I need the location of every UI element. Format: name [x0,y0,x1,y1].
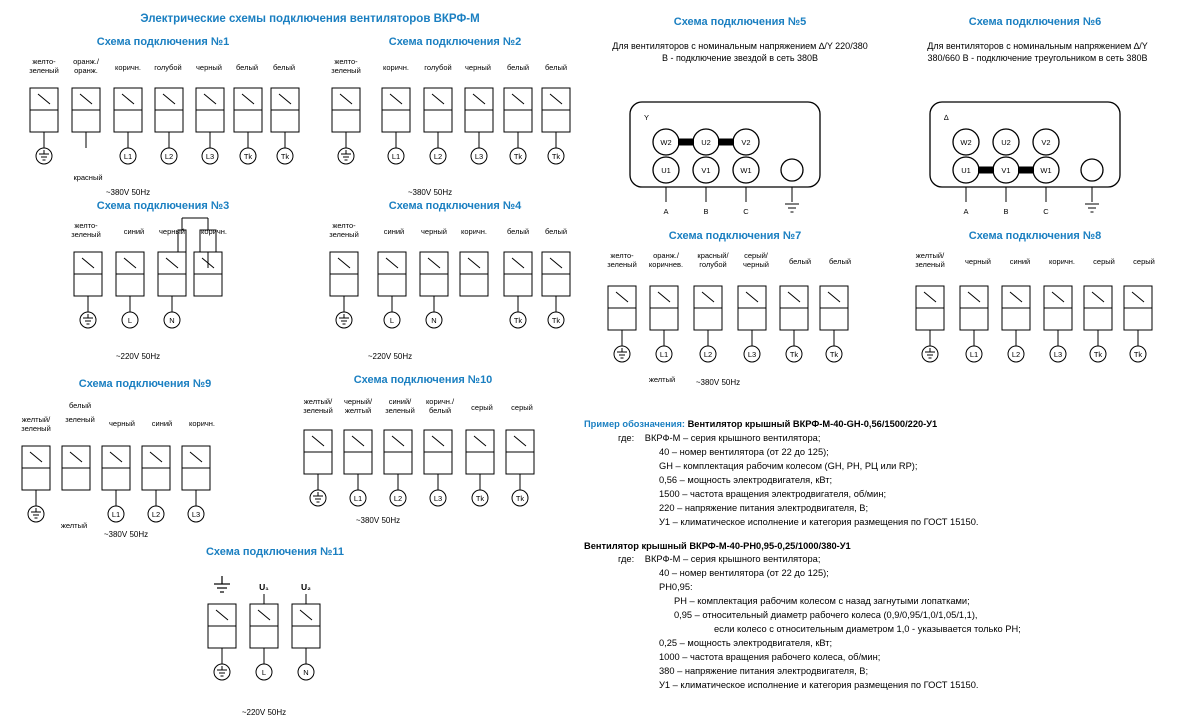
scheme-5-terminal-box [620,94,860,219]
wire-label: синий/ зеленый [385,397,415,415]
scheme-1 [18,36,308,196]
example-line: 0,56 – мощность электродвигателя, кВт; [659,474,833,485]
svg-text:Tk: Tk [475,494,485,503]
example-line: 0,25 – мощность электродвигателя, кВт; [659,638,833,649]
svg-text:Tk: Tk [513,152,523,161]
wire-label: черный [421,227,447,236]
scheme-11-voltage: ~220V 50Hz [241,708,287,717]
example-line: У1 – климатическое исполнение и категория размещения по ГОСТ 15150. [659,679,979,690]
scheme-6-terminal-box [920,94,1160,219]
scheme-9-title: Схема подключения №9 [78,378,212,390]
svg-text:L1: L1 [659,350,669,359]
scheme-4-terminal-block [320,252,590,362]
wire-label: коричн. [188,419,216,428]
scheme-5-title: Схема подключения №5 [673,16,807,28]
svg-text:U1: U1 [661,166,671,175]
scheme-6-note: Для вентиляторов с номинальным напряжением ∆/Y 380/660 В - подключение треугольником в сеть 380В [927,41,1148,64]
svg-text:U₁: U₁ [259,582,269,592]
svg-text:L1: L1 [353,494,363,503]
example-line: PH0,95: [659,582,693,593]
svg-text:W2: W2 [660,138,672,147]
example-line: 380 – напряжение питания электродвигателя, В; [659,665,869,676]
wire-label: коричн. [382,63,410,72]
scheme-9-terminal-block [0,446,290,556]
scheme-11 [150,546,400,717]
wire-label: коричн. [114,63,142,72]
wire-label: черный/ желтый [343,397,373,415]
scheme-3 [18,200,308,360]
svg-text:L3: L3 [474,152,484,161]
scheme-7 [590,230,880,390]
wire-label: желтый/ зеленый [21,415,51,433]
scheme-9 [0,378,290,538]
svg-text:L2: L2 [703,350,713,359]
svg-text:C: C [1043,207,1049,216]
svg-text:C: C [743,207,749,216]
wire-label: оранж./ оранж. [73,57,99,75]
scheme-8-terminal-block [890,286,1180,396]
wire-label: коричн./ белый [425,397,455,415]
svg-text:V2: V2 [741,138,751,147]
svg-text:Y: Y [644,113,650,122]
svg-text:Tk: Tk [551,316,561,325]
wire-label: черный [109,419,135,428]
wire-label: черный [196,63,222,72]
example-line: GH – комплектация рабочим колесом (GH, PH, РЦ или RP); [659,460,918,471]
scheme-10-voltage: ~380V 50Hz [355,516,401,525]
wire-label: серый [511,403,533,412]
scheme-4 [320,200,590,360]
wire-label: желто- зеленый [71,221,101,239]
wire-label: голубой [424,63,452,72]
svg-text:U1: U1 [961,166,971,175]
scheme-4-title: Схема подключения №4 [388,200,522,212]
example-line: ВКРФ-М – серия крышного вентилятора; [644,432,821,443]
svg-text:W2: W2 [960,138,972,147]
svg-text:Tk: Tk [829,350,839,359]
scheme-11-title: Схема подключения №11 [205,546,344,558]
svg-text:L: L [261,668,267,677]
wire-label: синий [151,419,173,428]
scheme-10-title: Схема подключения №10 [353,374,493,386]
svg-text:N: N [431,316,437,325]
wire-label: черный [159,227,185,236]
svg-text:W1: W1 [740,166,752,175]
example-line: 0,95 – относительный диаметр рабочего колеса (0,9/0,95/1,0/1,05/1,1), [674,610,978,621]
svg-text:B: B [1003,207,1009,216]
wire-label: белый [788,257,812,266]
svg-text:∆: ∆ [944,113,949,122]
svg-text:L2: L2 [164,152,174,161]
svg-text:L1: L1 [123,152,133,161]
svg-text:L3: L3 [191,510,201,519]
wire-label: белый [506,227,530,236]
wire-label: желто- зеленый [329,221,359,239]
svg-text:L3: L3 [747,350,757,359]
wire-label: черный [965,257,991,266]
example-block2-title: Вентилятор крышный ВКРФ-М-40-PH0,95-0,25/1000/380-У1 [584,540,851,551]
svg-text:Tk: Tk [280,152,290,161]
wire-label: желто- зеленый [331,57,361,75]
scheme-6 [890,16,1180,216]
svg-text:Tk: Tk [789,350,799,359]
scheme-6-title: Схема подключения №6 [968,16,1102,28]
wire-label: желтый/ зеленый [303,397,333,415]
svg-text:Tk: Tk [513,316,523,325]
svg-text:A: A [663,207,669,216]
wire-label: коричн. [200,227,228,236]
example-line: ВКРФ-М – серия крышного вентилятора; [644,554,821,565]
svg-text:L: L [389,316,395,325]
scheme-4-voltage: ~220V 50Hz [367,352,413,361]
wire-label: белый [272,63,296,72]
scheme-11-terminal-block [150,570,400,710]
example-line: 40 – номер вентилятора (от 22 до 125); [659,568,829,579]
svg-text:N: N [169,316,175,325]
scheme-1-terminal-block [18,88,308,198]
scheme-10 [278,374,568,534]
wire-label: зеленый [65,415,95,424]
svg-text:U₂: U₂ [301,582,311,592]
example-header: Пример обозначения: [584,419,685,429]
scheme-8 [890,230,1180,390]
example-line: 40 – номер вентилятора (от 22 до 125); [659,446,829,457]
wire-label: оранж./ коричнев. [648,251,684,269]
svg-text:L3: L3 [1053,350,1063,359]
scheme-9-voltage: ~380V 50Hz [103,530,149,539]
wire-label: серый [1093,257,1115,266]
example-block1-title: Вентилятор крышный ВКРФ-М-40-GH-0,56/1500/220-У1 [687,419,938,429]
scheme-3-voltage: ~220V 50Hz [115,352,161,361]
wire-label: белый [544,63,568,72]
scheme-2-voltage: ~380V 50Hz [407,188,453,197]
example-designation [584,418,1180,693]
svg-text:L3: L3 [205,152,215,161]
wire-label: желто- зеленый [607,251,637,269]
wire-label: коричн. [460,227,488,236]
svg-text:L: L [127,316,133,325]
example-line: 220 – напряжение питания электродвигателя, В; [659,502,869,513]
scheme-2-terminal-block [320,88,590,198]
svg-text:L2: L2 [393,494,403,503]
svg-text:V1: V1 [701,166,711,175]
example-line: PH – комплектация рабочим колесом с назад загнутыми лопатками; [674,596,970,607]
wire-label: черный [465,63,491,72]
example-line: У1 – климатическое исполнение и категория размещения по ГОСТ 15150. [659,516,979,527]
wire-label: белый [235,63,259,72]
scheme-7-extra-label: желтый [648,375,676,384]
example-line: если колесо с относительным диаметром 1,0 - указывается только PH; [714,624,1021,635]
wire-label: серый [471,403,493,412]
scheme-1-red-label: красный [73,173,103,182]
scheme-2 [320,36,590,196]
svg-text:V1: V1 [1001,166,1011,175]
example-line: 1500 – частота вращения электродвигателя, об/мин; [659,488,887,499]
svg-text:L2: L2 [1011,350,1021,359]
wire-label: синий [383,227,405,236]
wire-label: серый [1133,257,1155,266]
example-block2-gde: где: [618,554,635,565]
svg-text:W1: W1 [1040,166,1052,175]
svg-text:L1: L1 [111,510,121,519]
scheme-1-title: Схема подключения №1 [96,36,230,48]
svg-text:L2: L2 [433,152,443,161]
example-line: 1000 – частота вращения рабочего колеса, об/мин; [659,652,881,662]
scheme-7-voltage: ~380V 50Hz [695,378,741,387]
svg-text:L1: L1 [391,152,401,161]
scheme-2-title: Схема подключения №2 [388,36,522,48]
scheme-9-extra-label: желтый [60,521,88,530]
scheme-3-terminal-block [18,252,308,362]
wire-label: белый [68,401,92,410]
svg-text:Tk: Tk [515,494,525,503]
svg-text:A: A [963,207,969,216]
svg-text:Tk: Tk [1133,350,1143,359]
svg-text:Tk: Tk [551,152,561,161]
svg-text:Tk: Tk [1093,350,1103,359]
svg-text:N: N [303,668,309,677]
svg-text:L3: L3 [433,494,443,503]
svg-text:L1: L1 [969,350,979,359]
example-block1-gde: где: [618,432,635,443]
scheme-3-title: Схема подключения №3 [96,200,230,212]
scheme-1-voltage: ~380V 50Hz [105,188,151,197]
svg-text:L2: L2 [151,510,161,519]
svg-text:U2: U2 [701,138,711,147]
page-title: Электрические схемы подключения вентиляторов ВКРФ-М [140,13,480,25]
wire-label: коричн. [1048,257,1076,266]
wire-label: желтый/ зеленый [915,251,945,269]
svg-text:B: B [703,207,709,216]
svg-text:V2: V2 [1041,138,1051,147]
svg-text:U2: U2 [1001,138,1011,147]
wire-label: красный/ голубой [697,251,729,269]
scheme-8-title: Схема подключения №8 [968,230,1102,242]
svg-text:Tk: Tk [243,152,253,161]
wire-label: желто- зеленый [29,57,59,75]
wire-label: серый/ черный [743,251,769,269]
scheme-5-note: Для вентиляторов с номинальным напряжением ∆/Y 220/380 В - подключение звездой в сеть 380В [612,41,868,64]
scheme-5 [590,16,890,216]
wire-label: синий [1009,257,1031,266]
wire-label: белый [828,257,852,266]
wire-label: голубой [154,63,182,72]
wire-label: белый [544,227,568,236]
wire-label: синий [123,227,145,236]
wire-label: белый [506,63,530,72]
scheme-7-title: Схема подключения №7 [668,230,802,242]
